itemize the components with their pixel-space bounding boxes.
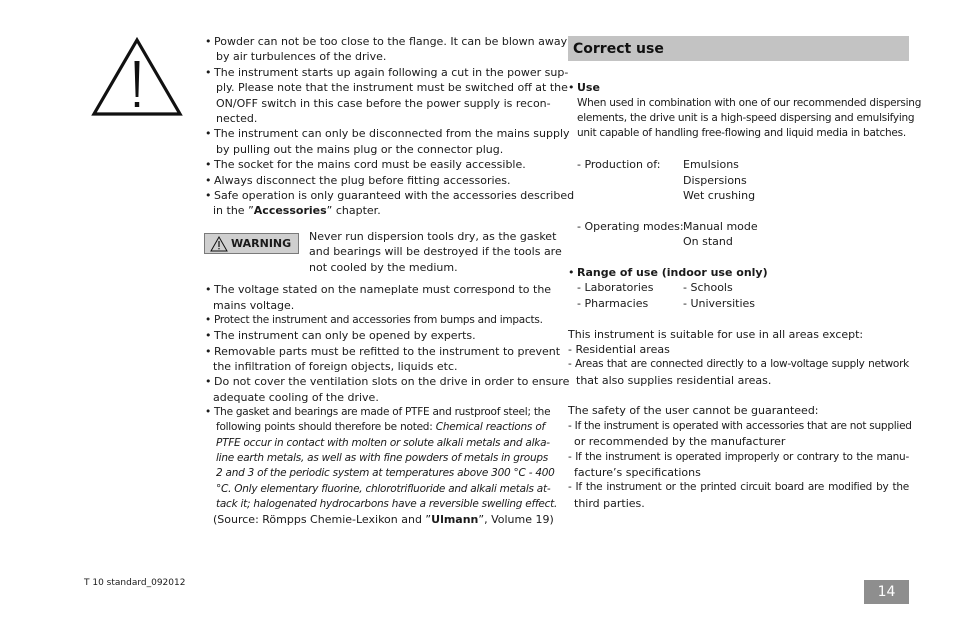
warning-label: WARNING: [231, 237, 292, 250]
use-heading: Use: [577, 81, 600, 94]
document-id: T 10 standard_092012: [84, 578, 186, 588]
warning-icon: [210, 236, 228, 252]
section-title: Correct use: [573, 41, 664, 57]
section-header: [568, 36, 909, 61]
page-number-box: [864, 580, 909, 604]
warning-triangle-icon: [90, 36, 184, 118]
range-heading: Range of use (indoor use only): [577, 266, 768, 279]
warning-badge: [204, 233, 299, 254]
page-number: 14: [877, 584, 896, 600]
